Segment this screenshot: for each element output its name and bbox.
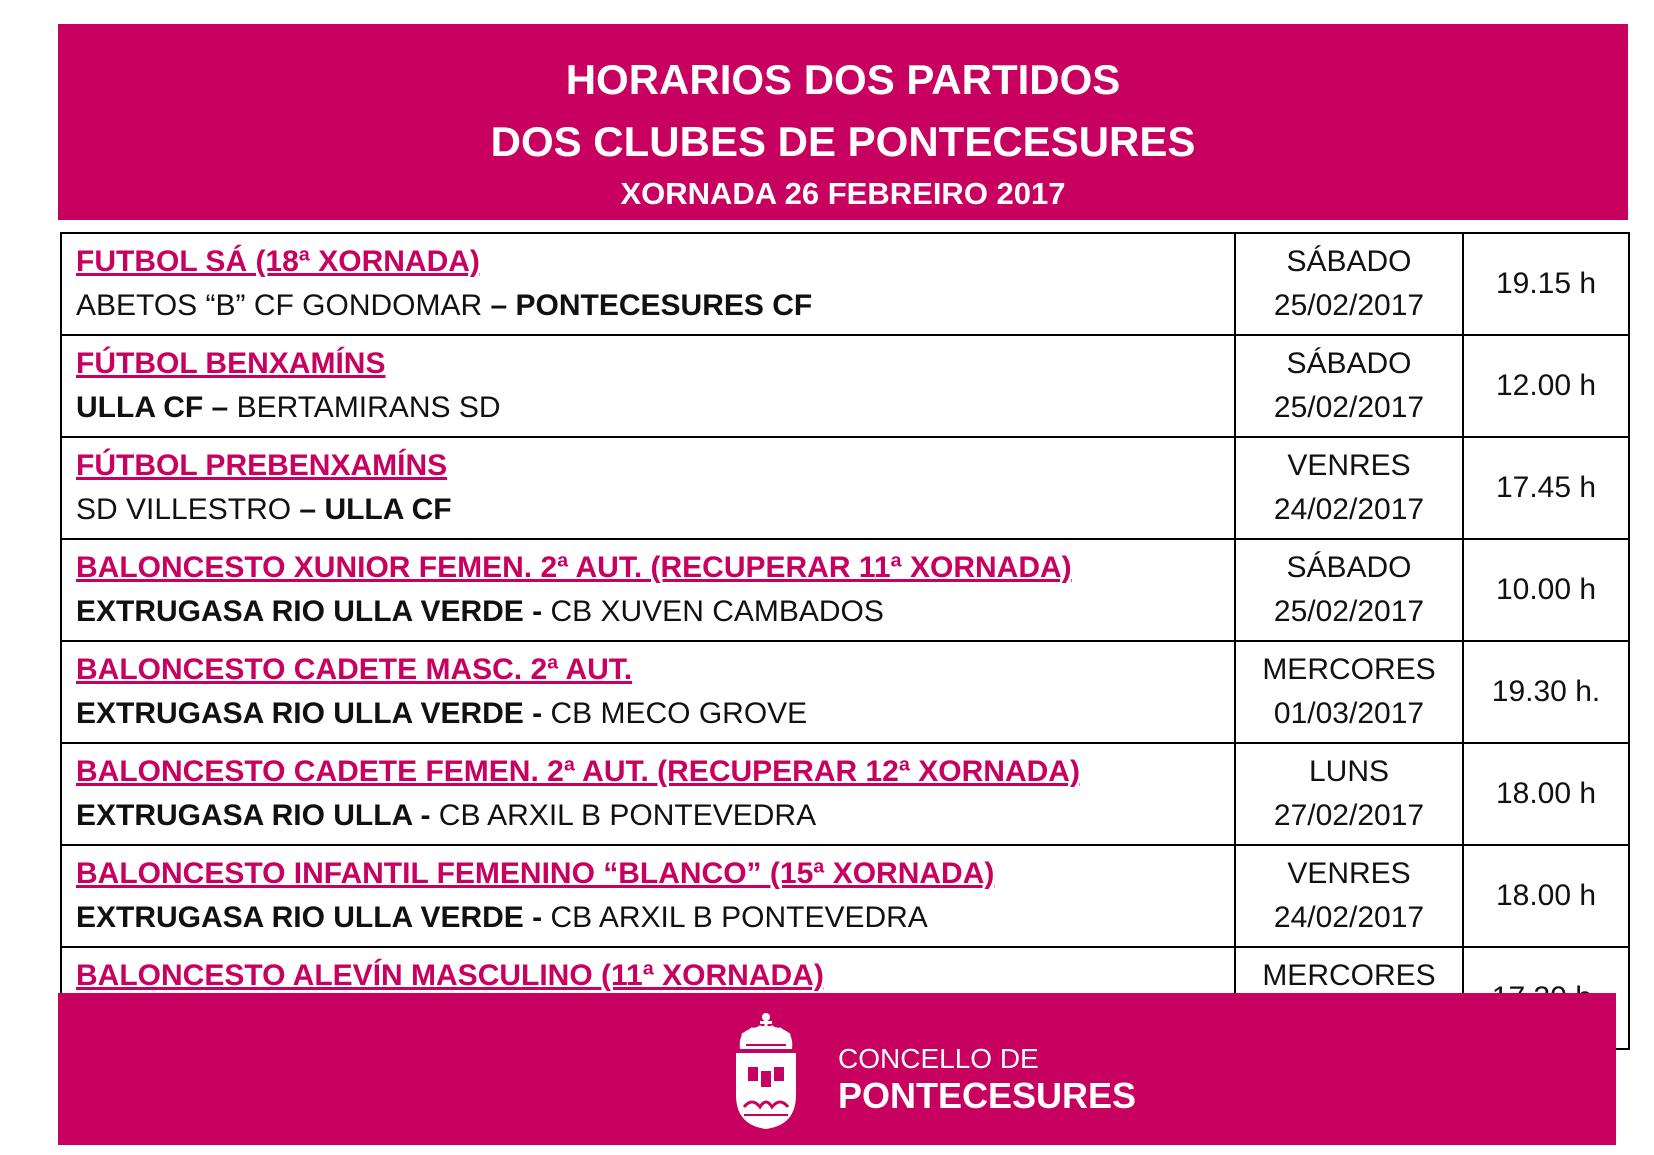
match-time: 18.00 h xyxy=(1463,743,1629,845)
match-description xyxy=(61,539,1235,641)
match-description xyxy=(61,641,1235,743)
match-description xyxy=(61,335,1235,437)
match-day: MERCORES xyxy=(1262,959,1436,992)
match-day: MERCORES xyxy=(1262,653,1436,686)
header-subtitle: XORNADA 26 FEBREIRO 2017 xyxy=(620,176,1066,211)
match-time: 17.45 h xyxy=(1463,437,1629,539)
header-title-line1: HORARIOS DOS PARTIDOS xyxy=(565,56,1121,103)
away-team: PONTECESURES CF xyxy=(515,289,813,322)
match-description xyxy=(61,233,1235,335)
away-team: ULLA CF xyxy=(324,493,452,526)
match-date xyxy=(1235,335,1463,437)
match-time: 19.15 h xyxy=(1463,233,1629,335)
away-team: CB ARXIL B PONTEVEDRA xyxy=(550,901,928,934)
match-date xyxy=(1235,743,1463,845)
match-date xyxy=(1235,233,1463,335)
table-row xyxy=(61,641,1629,743)
category-link[interactable]: BALONCESTO XUNIOR FEMEN. 2ª AUT. (RECUPERAR 11ª XORNADA) xyxy=(76,551,1072,584)
match-teams xyxy=(76,590,1220,634)
match-date xyxy=(1235,437,1463,539)
match-day: SÁBADO xyxy=(1286,551,1412,584)
header-title-line2: DOS CLUBES DE PONTECESURES xyxy=(490,118,1196,165)
coat-of-arms-icon xyxy=(730,1011,802,1131)
match-teams xyxy=(76,386,1220,430)
category-link[interactable]: BALONCESTO CADETE MASC. 2ª AUT. xyxy=(76,653,633,686)
match-description xyxy=(61,437,1235,539)
table-row xyxy=(61,437,1629,539)
matches-table xyxy=(60,232,1630,1050)
team-separator: - xyxy=(523,901,551,934)
home-team: EXTRUGASA RIO ULLA xyxy=(76,799,413,832)
footer-banner xyxy=(58,993,1616,1145)
away-team: CB ARXIL B PONTEVEDRA xyxy=(438,799,817,832)
category-link[interactable]: BALONCESTO INFANTIL FEMENINO “BLANCO” (15ª XORNADA) xyxy=(76,857,995,890)
match-time: 10.00 h xyxy=(1463,539,1629,641)
match-description xyxy=(61,845,1235,947)
match-day: VENRES xyxy=(1287,449,1411,482)
match-teams xyxy=(76,488,1220,532)
away-team: CB MECO GROVE xyxy=(550,697,808,730)
table-row xyxy=(61,845,1629,947)
category-link[interactable]: FUTBOL SÁ (18ª XORNADA) xyxy=(76,245,480,278)
match-description xyxy=(61,743,1235,845)
match-date-value: 25/02/2017 xyxy=(1273,289,1425,322)
match-date-value: 25/02/2017 xyxy=(1273,391,1425,424)
home-team: SD VILLESTRO xyxy=(76,493,292,526)
team-separator: - xyxy=(523,697,551,730)
match-time: 19.30 h. xyxy=(1463,641,1629,743)
table-row xyxy=(61,233,1629,335)
away-team: CB XUVEN CAMBADOS xyxy=(550,595,884,628)
match-date-value: 24/02/2017 xyxy=(1273,493,1425,526)
match-date xyxy=(1235,539,1463,641)
category-link[interactable]: FÚTBOL BENXAMÍNS xyxy=(76,347,386,380)
match-time: 12.00 h xyxy=(1463,335,1629,437)
match-teams xyxy=(76,284,1220,328)
team-separator: – xyxy=(482,289,516,322)
header-banner xyxy=(58,24,1628,220)
footer-line1: CONCELLO DE xyxy=(838,1043,1039,1074)
home-team: EXTRUGASA RIO ULLA VERDE xyxy=(76,697,524,730)
match-day: VENRES xyxy=(1287,857,1411,890)
home-team: ABETOS “B” CF GONDOMAR xyxy=(76,289,483,322)
match-date-value: 24/02/2017 xyxy=(1273,901,1425,934)
category-link[interactable]: BALONCESTO CADETE FEMEN. 2ª AUT. (RECUPERAR 12ª XORNADA) xyxy=(76,755,1080,788)
footer-line2: PONTECESURES xyxy=(838,1075,1137,1116)
match-date-value: 01/03/2017 xyxy=(1273,697,1425,730)
match-date-value: 27/02/2017 xyxy=(1273,799,1425,832)
match-teams xyxy=(76,896,1220,940)
team-separator: – xyxy=(203,391,237,424)
category-link[interactable]: BALONCESTO ALEVÍN MASCULINO (11ª XORNADA) xyxy=(76,959,824,992)
table-row xyxy=(61,335,1629,437)
home-team: EXTRUGASA RIO ULLA VERDE xyxy=(76,595,524,628)
team-separator: - xyxy=(412,799,439,832)
match-date-value: 25/02/2017 xyxy=(1273,595,1425,628)
match-time: 18.00 h xyxy=(1463,845,1629,947)
match-day: SÁBADO xyxy=(1286,245,1412,278)
match-date xyxy=(1235,641,1463,743)
match-teams xyxy=(76,692,1220,736)
home-team: ULLA CF xyxy=(76,391,204,424)
home-team: EXTRUGASA RIO ULLA VERDE xyxy=(76,901,524,934)
match-date xyxy=(1235,845,1463,947)
team-separator: – xyxy=(291,493,325,526)
category-link[interactable]: FÚTBOL PREBENXAMÍNS xyxy=(76,449,448,482)
table-row xyxy=(61,539,1629,641)
match-day: SÁBADO xyxy=(1286,347,1412,380)
match-teams xyxy=(76,794,1220,838)
match-day: LUNS xyxy=(1308,755,1390,788)
table-row xyxy=(61,743,1629,845)
team-separator: - xyxy=(523,595,551,628)
away-team: BERTAMIRANS SD xyxy=(236,391,501,424)
